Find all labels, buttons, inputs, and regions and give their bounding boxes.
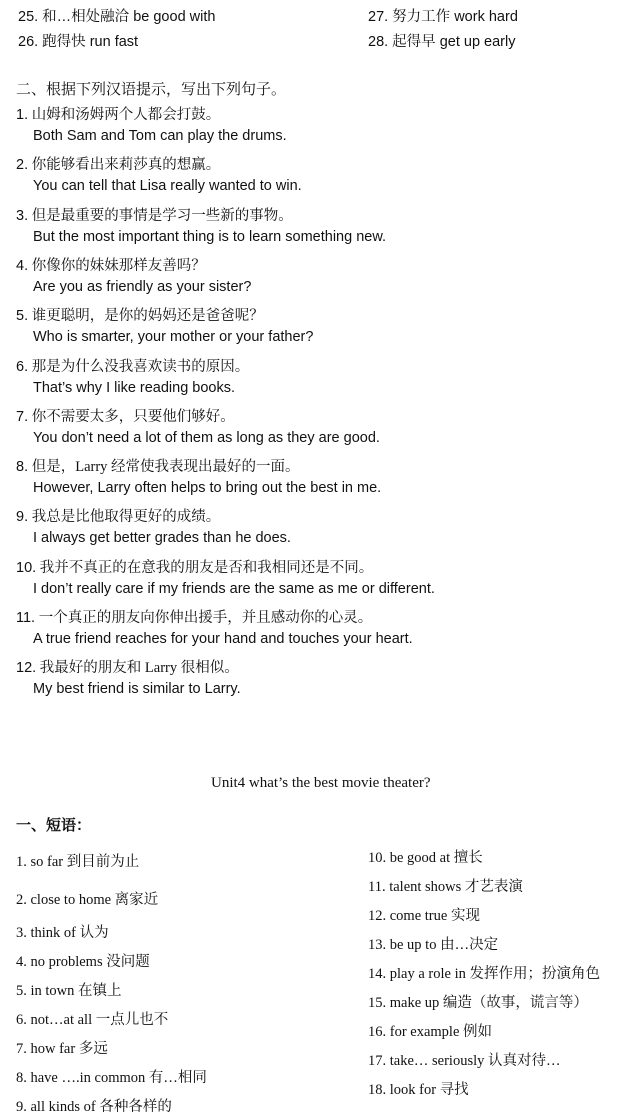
sentence-chinese-text: 谁更聪明，是你的妈妈还是爸爸呢？ [31, 308, 264, 325]
sentence-7-chinese [16, 405, 235, 426]
sentence-6-chinese [16, 355, 249, 376]
vocab-item: 7. how far 多远 [16, 1041, 108, 1057]
sentence-12-chinese [16, 656, 239, 677]
sentence-8-english: However, Larry often helps to bring out the best in me. [33, 480, 382, 497]
sentence-number: 3. [16, 207, 29, 224]
vocab-item: 11. talent shows 才艺表演 [368, 879, 523, 895]
sentence-number: 5. [16, 308, 29, 325]
phrase-28: 28. 起得早 get up early [368, 34, 516, 50]
sentence-11-chinese [16, 606, 372, 627]
sentence-4-english: Are you as friendly as your sister? [33, 278, 252, 295]
vocab-item: 3. think of 认为 [16, 925, 109, 941]
vocab-item: 5. in town 在镇上 [16, 983, 122, 999]
vocab-item: 18. look for 寻找 [368, 1082, 469, 1098]
vocab-item: 8. have ….in common 有…相同 [16, 1070, 207, 1086]
sentence-9-english: I always get better grades than he does. [33, 530, 291, 547]
sentence-12-english: My best friend is similar to Larry. [33, 681, 241, 698]
sentence-number: 4. [16, 257, 29, 274]
sentence-10-chinese [16, 556, 373, 577]
unit4-title: Unit4 what’s the best movie theater? [211, 775, 431, 791]
sentence-number: 12. [16, 660, 37, 677]
vocab-item: 9. all kinds of 各种各样的 [16, 1099, 172, 1115]
vocab-item: 15. make up 编造（故事，谎言等） [368, 995, 588, 1011]
vocab-item: 14. play a role in 发挥作用；扮演角色 [368, 966, 600, 982]
vocab-item: 13. be up to 由…决定 [368, 937, 499, 953]
sentence-8-chinese [16, 455, 300, 476]
sentence-number: 8. [16, 459, 29, 476]
sentence-chinese-text: 但是最重要的事情是学习一些新的事物。 [31, 207, 293, 224]
unit4-phrases-heading: 一、短语： [16, 818, 92, 834]
vocab-item: 16. for example 例如 [368, 1024, 493, 1040]
sentence-chinese-text: 你像你的妹妹那样友善吗？ [31, 257, 206, 274]
sentence-chinese-text: 但是，Larry 经常使我表现出最好的一面。 [31, 459, 300, 476]
sentence-chinese-text: 山姆和汤姆两个人都会打鼓。 [31, 107, 221, 123]
sentence-2-chinese [16, 153, 220, 174]
phrase-25: 25. 和…相处融洽 be good with [18, 9, 216, 25]
sentence-10-english: I don’t really care if my friends are the same as me or different. [33, 580, 435, 597]
sentence-4-chinese [16, 254, 206, 275]
sentence-3-chinese [16, 204, 293, 225]
sentence-chinese-text: 那是为什么没我喜欢读书的原因。 [31, 358, 250, 375]
sentence-number: 10. [16, 559, 37, 576]
sentence-3-english: But the most important thing is to learn something new. [33, 228, 387, 245]
vocab-item: 4. no problems 没问题 [16, 954, 150, 970]
vocab-item: 12. come true 实现 [368, 908, 480, 924]
phrase-27: 27. 努力工作 work hard [368, 9, 518, 25]
vocab-item: 6. not…at all 一点儿也不 [16, 1012, 169, 1028]
sentence-2-english: You can tell that Lisa really wanted to win. [33, 178, 302, 195]
sentence-number: 6. [16, 358, 29, 375]
sentence-number: 7. [16, 408, 29, 425]
sentence-chinese-text: 你能够看出来莉莎真的想赢。 [31, 157, 221, 174]
sentence-1-chinese [16, 103, 220, 124]
section2-heading: 二、根据下列汉语提示，写出下列句子。 [16, 82, 287, 98]
sentence-number: 1. [16, 107, 29, 123]
sentence-9-chinese [16, 505, 220, 526]
sentence-11-english: A true friend reaches for your hand and touches your heart. [33, 631, 413, 647]
sentence-chinese-text: 我总是比他取得更好的成绩。 [31, 509, 221, 526]
sentence-5-chinese [16, 304, 264, 325]
sentence-number: 11. [16, 610, 36, 626]
phrase-26: 26. 跑得快 run fast [18, 34, 139, 50]
sentence-chinese-text: 我最好的朋友和 Larry 很相似。 [39, 660, 239, 677]
sentence-1-english: Both Sam and Tom can play the drums. [33, 128, 287, 144]
vocab-item: 1. so far 到目前为止 [16, 854, 140, 870]
vocab-item: 17. take… seriously 认真对待… [368, 1053, 561, 1069]
sentence-number: 2. [16, 157, 29, 174]
sentence-number: 9. [16, 509, 29, 526]
vocab-item: 2. close to home 离家近 [16, 892, 159, 908]
sentence-7-english: You don’t need a lot of them as long as they are good. [33, 429, 380, 446]
sentence-chinese-text: 你不需要太多，只要他们够好。 [31, 408, 235, 425]
sentence-chinese-text: 一个真正的朋友向你伸出援手，并且感动你的心灵。 [38, 610, 373, 626]
sentence-6-english: That’s why I like reading books. [33, 379, 236, 396]
sentence-chinese-text: 我并不真正的在意我的朋友是否和我相同还是不同。 [39, 559, 374, 576]
vocab-item: 10. be good at 擅长 [368, 850, 483, 866]
sentence-5-english: Who is smarter, your mother or your father? [33, 329, 314, 346]
